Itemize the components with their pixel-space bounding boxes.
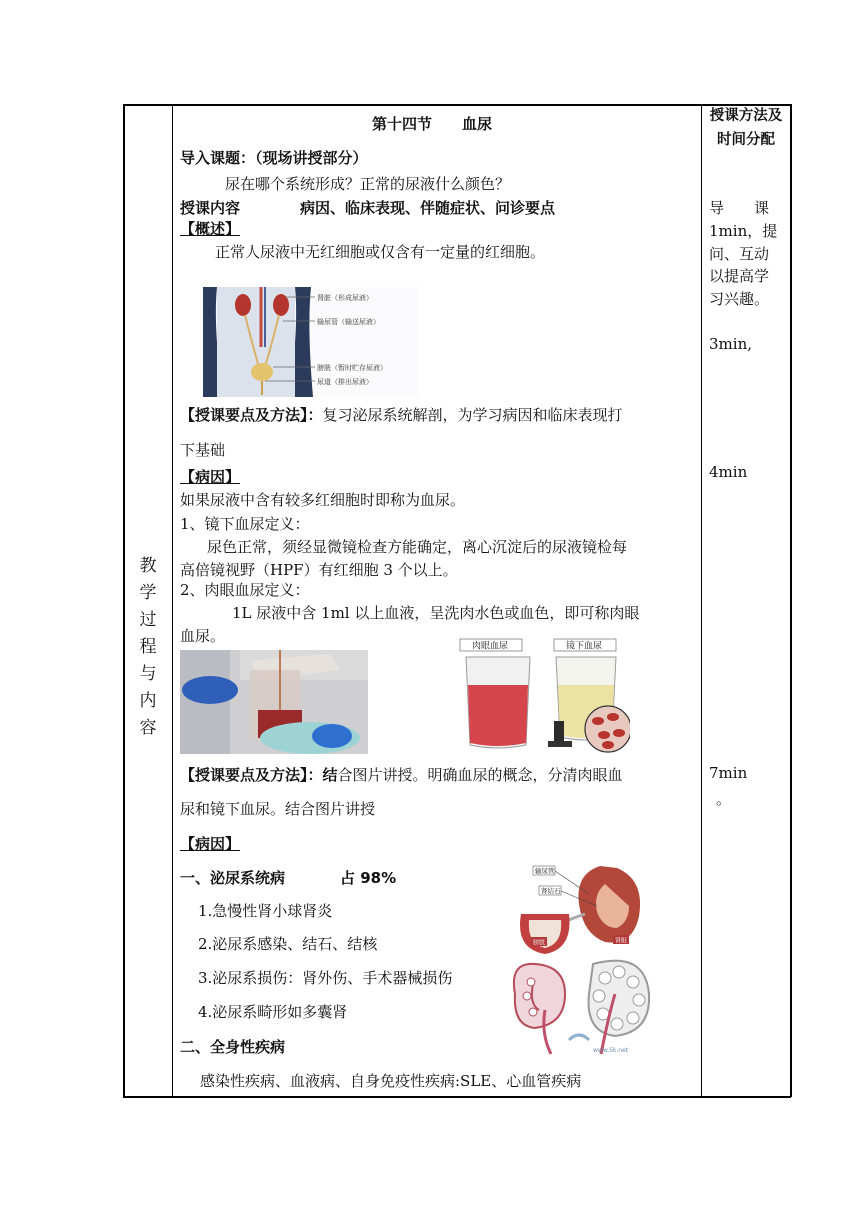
- label-char: 内: [139, 691, 157, 711]
- kidney-label: 肾脏: [615, 937, 628, 945]
- content-label: 授课内容: [180, 199, 241, 217]
- cause-heading-2: 【病因】: [180, 835, 241, 853]
- table-bottom-border: [123, 1096, 791, 1098]
- gross-hematuria-text-2: 血尿。: [180, 627, 226, 645]
- key-points-text: 复习泌尿系统解剖，为学习病因和临床表现打: [322, 406, 623, 424]
- table-left-border: [123, 104, 125, 1097]
- hematuria-definition: 如果尿液中含有较多红细胞时即称为血尿。: [180, 491, 466, 509]
- urine-bag-photo: [180, 650, 368, 754]
- table-top-border: [123, 104, 791, 106]
- micro-hematuria-title: 1、镜下血尿定义：: [180, 515, 310, 533]
- cause-item: 3.泌尿系损伤：肾外伤、手术器械损伤: [198, 969, 453, 987]
- label-char: 教: [139, 556, 157, 576]
- method-intro-line4: 以提高学: [709, 267, 770, 285]
- method-time-4-dot: 。: [716, 790, 732, 808]
- micro-hematuria-text-2: 高倍镜视野（HPF）有红细胞 3 个以上。: [180, 561, 458, 579]
- cause-heading-1: 【病因】: [180, 468, 241, 486]
- method-time-2: 3min,: [709, 335, 752, 353]
- intro-question: 尿在哪个系统形成？正常的尿液什么颜色？: [225, 175, 511, 193]
- section-title: 第十四节 血尿: [372, 115, 493, 133]
- key-points-2: [180, 765, 623, 785]
- method-intro-line2: 1min，提: [709, 222, 778, 240]
- beaker-comparison-image: [458, 637, 630, 754]
- cause-item: 4.泌尿系畸形如多囊肾: [198, 1003, 348, 1021]
- systemic-disease-text: 感染性疾病、血液病、自身免疫性疾病:SLE、心血管疾病: [200, 1072, 582, 1090]
- content-items: 病因、临床表现、伴随症状、问诊要点: [300, 199, 556, 217]
- key-points-1: [180, 405, 623, 425]
- intro-heading: 导入课题：（现场讲授部分）: [180, 149, 368, 167]
- watermark-text: www.5k.net: [593, 1047, 629, 1054]
- kidney-disease-image: [505, 854, 655, 1058]
- anatomy-label: 膀胱（暂时贮存尿液）: [317, 364, 387, 372]
- urinary-disease-title: 一、泌尿系统病: [180, 869, 286, 887]
- beaker-label: 肉眼血尿: [472, 641, 509, 652]
- method-time-3: 4min: [709, 463, 748, 481]
- overview-heading: 【概述】: [180, 220, 241, 238]
- cause-item: 2.泌尿系感染、结石、结核: [198, 935, 378, 953]
- method-time-4: 7min: [709, 764, 748, 782]
- key-points-1-cont: 下基础: [180, 441, 226, 459]
- table-col-divider-2: [701, 104, 702, 1097]
- label-char: 学: [139, 583, 157, 603]
- key-points-label: 【授课要点及方法】：: [180, 766, 323, 784]
- method-intro-line5: 习兴趣。: [709, 290, 770, 308]
- urinary-anatomy-image: [203, 287, 419, 397]
- kidney-label: 输尿管: [535, 867, 555, 875]
- key-points-2-cont: 尿和镜下血尿。结合图片讲授: [180, 800, 376, 818]
- table-right-border: [790, 104, 792, 1097]
- beaker-label: 镜下血尿: [566, 641, 603, 652]
- gross-hematuria-title: 2、肉眼血尿定义：: [180, 581, 310, 599]
- label-char: 过: [139, 610, 157, 630]
- anatomy-label: 尿道（排出尿液）: [317, 378, 373, 386]
- key-points-label: 【授课要点及方法】：: [180, 406, 323, 424]
- label-char: 程: [139, 637, 157, 657]
- method-intro-line3: 问、互动: [709, 245, 770, 263]
- key-points-bold: 结: [322, 766, 338, 784]
- anatomy-label: 肾脏（形成尿液）: [317, 294, 373, 302]
- urinary-disease-pct: 占 98%: [340, 869, 397, 887]
- key-points-text: 合图片讲授。明确血尿的概念，分清肉眼血: [337, 766, 623, 784]
- systemic-disease-title: 二、全身性疾病: [180, 1038, 286, 1056]
- overview-text: 正常人尿液中无红细胞或仅含有一定量的红细胞。: [215, 243, 546, 261]
- kidney-label: 肾结石: [541, 887, 561, 895]
- micro-hematuria-text-1: 尿色正常，须经显微镜检查方能确定，离心沉淀后的尿液镜检每: [207, 538, 628, 556]
- label-char: 与: [139, 664, 157, 684]
- left-vertical-label: [135, 553, 161, 742]
- method-column-header: 授课方法及时间分配: [709, 108, 783, 148]
- kidney-label: 膀胱: [533, 939, 546, 947]
- anatomy-label: 输尿管（输送尿液）: [317, 318, 380, 326]
- table-col-divider-1: [172, 104, 173, 1097]
- label-char: 容: [139, 718, 157, 738]
- cause-item: 1.急慢性肾小球肾炎: [198, 902, 333, 920]
- method-intro-line1: 导 课: [709, 199, 770, 217]
- gross-hematuria-text-1: 1L 尿液中含 1ml 以上血液，呈洗肉水色或血色，即可称肉眼: [232, 604, 640, 622]
